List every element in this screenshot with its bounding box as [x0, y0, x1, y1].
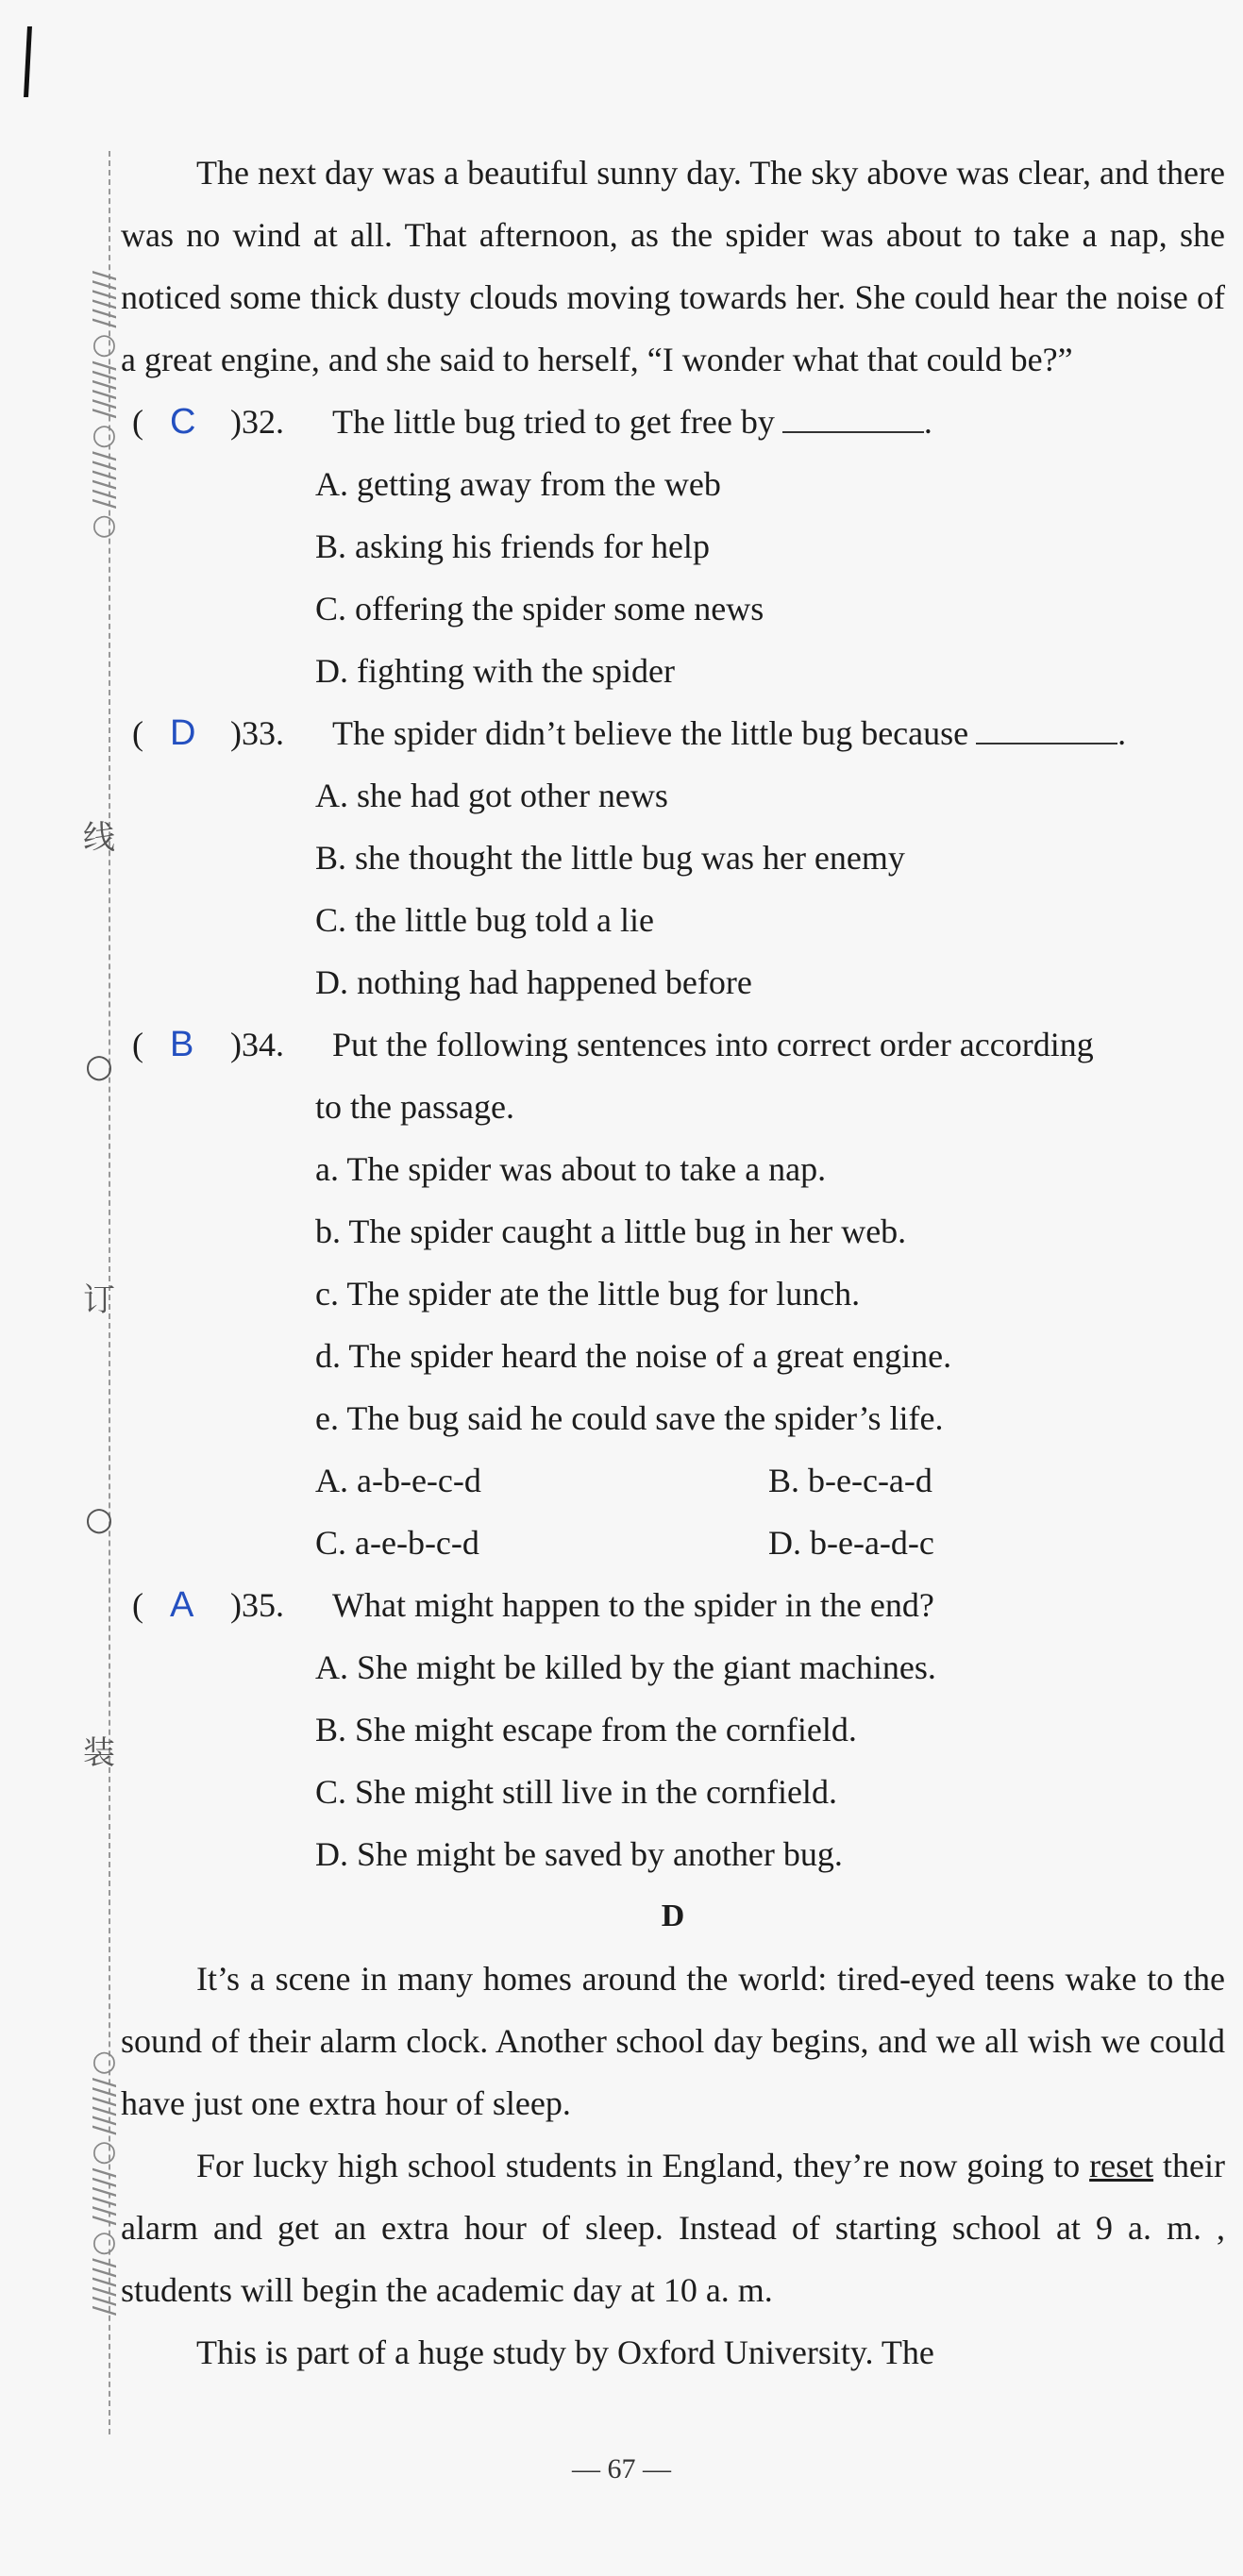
answer-32: C	[170, 402, 196, 442]
answer-blank	[782, 403, 924, 433]
option-34-d: D. b-e-a-d-c	[768, 1524, 934, 1562]
option-34-a: A. a-b-e-c-d	[315, 1462, 481, 1499]
sentence-e: e. The bug said he could save the spider’s life.	[315, 1399, 944, 1437]
option-33-b: B. she thought the little bug was her enemy	[315, 839, 905, 877]
option-32-c: C. offering the spider some news	[315, 590, 764, 627]
option-35-b: B. She might escape from the cornfield.	[315, 1711, 857, 1748]
option-33-a: A. she had got other news	[315, 777, 668, 814]
answer-blank	[976, 714, 1117, 744]
answer-33: D	[170, 713, 196, 753]
binding-corner-mark	[24, 26, 32, 97]
question-34: ( B )34. Put the following sentences into correct order according	[121, 1013, 1225, 1076]
page-number: — 67 —	[572, 2453, 671, 2484]
option-33-c: C. the little bug told a lie	[315, 901, 654, 939]
option-35-a: A. She might be killed by the giant machines.	[315, 1648, 936, 1686]
page-content	[121, 142, 1225, 2384]
options-34-ab	[121, 1449, 1225, 1512]
passage-d-paragraph-3: This is part of a huge study by Oxford University. The	[196, 2333, 934, 2371]
answer-35: A	[170, 1585, 194, 1625]
option-32-d: D. fighting with the spider	[315, 652, 675, 690]
question-32-stem: The little bug tried to get free by .	[332, 403, 932, 441]
option-32-b: B. asking his friends for help	[315, 527, 710, 565]
option-34-c: C. a-e-b-c-d	[315, 1524, 479, 1562]
question-35-stem: What might happen to the spider in the end?	[332, 1586, 934, 1624]
option-32-a: A. getting away from the web	[315, 465, 721, 503]
binding-char-zhuang: 装	[83, 1734, 115, 1772]
sentence-d: d. The spider heard the noise of a great engine.	[315, 1337, 952, 1375]
binding-margin	[38, 151, 123, 2434]
binding-char-xian: 线	[83, 819, 115, 857]
passage-d-paragraph-1: It’s a scene in many homes around the world: tired-eyed teens wake to the sound of their alarm clock. Another school day begins, and we all wish we could have just one extra hour of sleep.	[121, 1960, 1225, 2122]
sentence-b: b. The spider caught a little bug in her web.	[315, 1213, 907, 1250]
option-35-c: C. She might still live in the cornfield.	[315, 1773, 837, 1811]
passage-d-paragraph-2: For lucky high school students in England, they’re now going to reset their alarm and get an extra hour of sleep. Instead of starting school at 9 a. m. , students will begin the academic day at 10 a. m.	[121, 2147, 1226, 2309]
underlined-word-reset: reset	[1089, 2147, 1154, 2184]
option-35-d: D. She might be saved by another bug.	[315, 1835, 843, 1873]
binding-char-ding: 订	[83, 1281, 115, 1319]
answer-34: B	[170, 1025, 194, 1064]
sentence-a: a. The spider was about to take a nap.	[315, 1150, 827, 1188]
binding-hatch-bottom: ○//////○//////○//////	[88, 2044, 121, 2316]
option-33-d: D. nothing had happened before	[315, 963, 752, 1001]
section-d-heading: D	[661, 1899, 685, 1933]
binding-circle-2: ○	[85, 1500, 113, 1538]
option-34-b: B. b-e-c-a-d	[768, 1462, 932, 1499]
question-35: ( A )35. What might happen to the spider in the end?	[121, 1574, 1225, 1636]
passage-c-paragraph: The next day was a beautiful sunny day. The sky above was clear, and there was no wind at all. That afternoon, as the spider was about to take a nap, she noticed some thick dusty clouds moving towards her. She could hear the noise of a great engine, and she said to herself, “I wonder what that could be?”	[121, 154, 1225, 378]
question-33: ( D )33. The spider didn’t believe the little bug because .	[121, 702, 1225, 764]
question-34-stem-continued: to the passage.	[315, 1088, 514, 1126]
options-34-cd	[121, 1512, 1225, 1574]
question-34-stem: Put the following sentences into correct order according	[332, 1026, 1094, 1063]
binding-circle-1: ○	[85, 1047, 113, 1085]
question-33-stem: The spider didn’t believe the little bug because .	[332, 714, 1127, 752]
question-32: ( C )32. The little bug tried to get free by .	[121, 391, 1225, 453]
sentence-c: c. The spider ate the little bug for lunch.	[315, 1275, 861, 1313]
binding-hatch-top: //////○//////○//////○	[88, 270, 121, 542]
